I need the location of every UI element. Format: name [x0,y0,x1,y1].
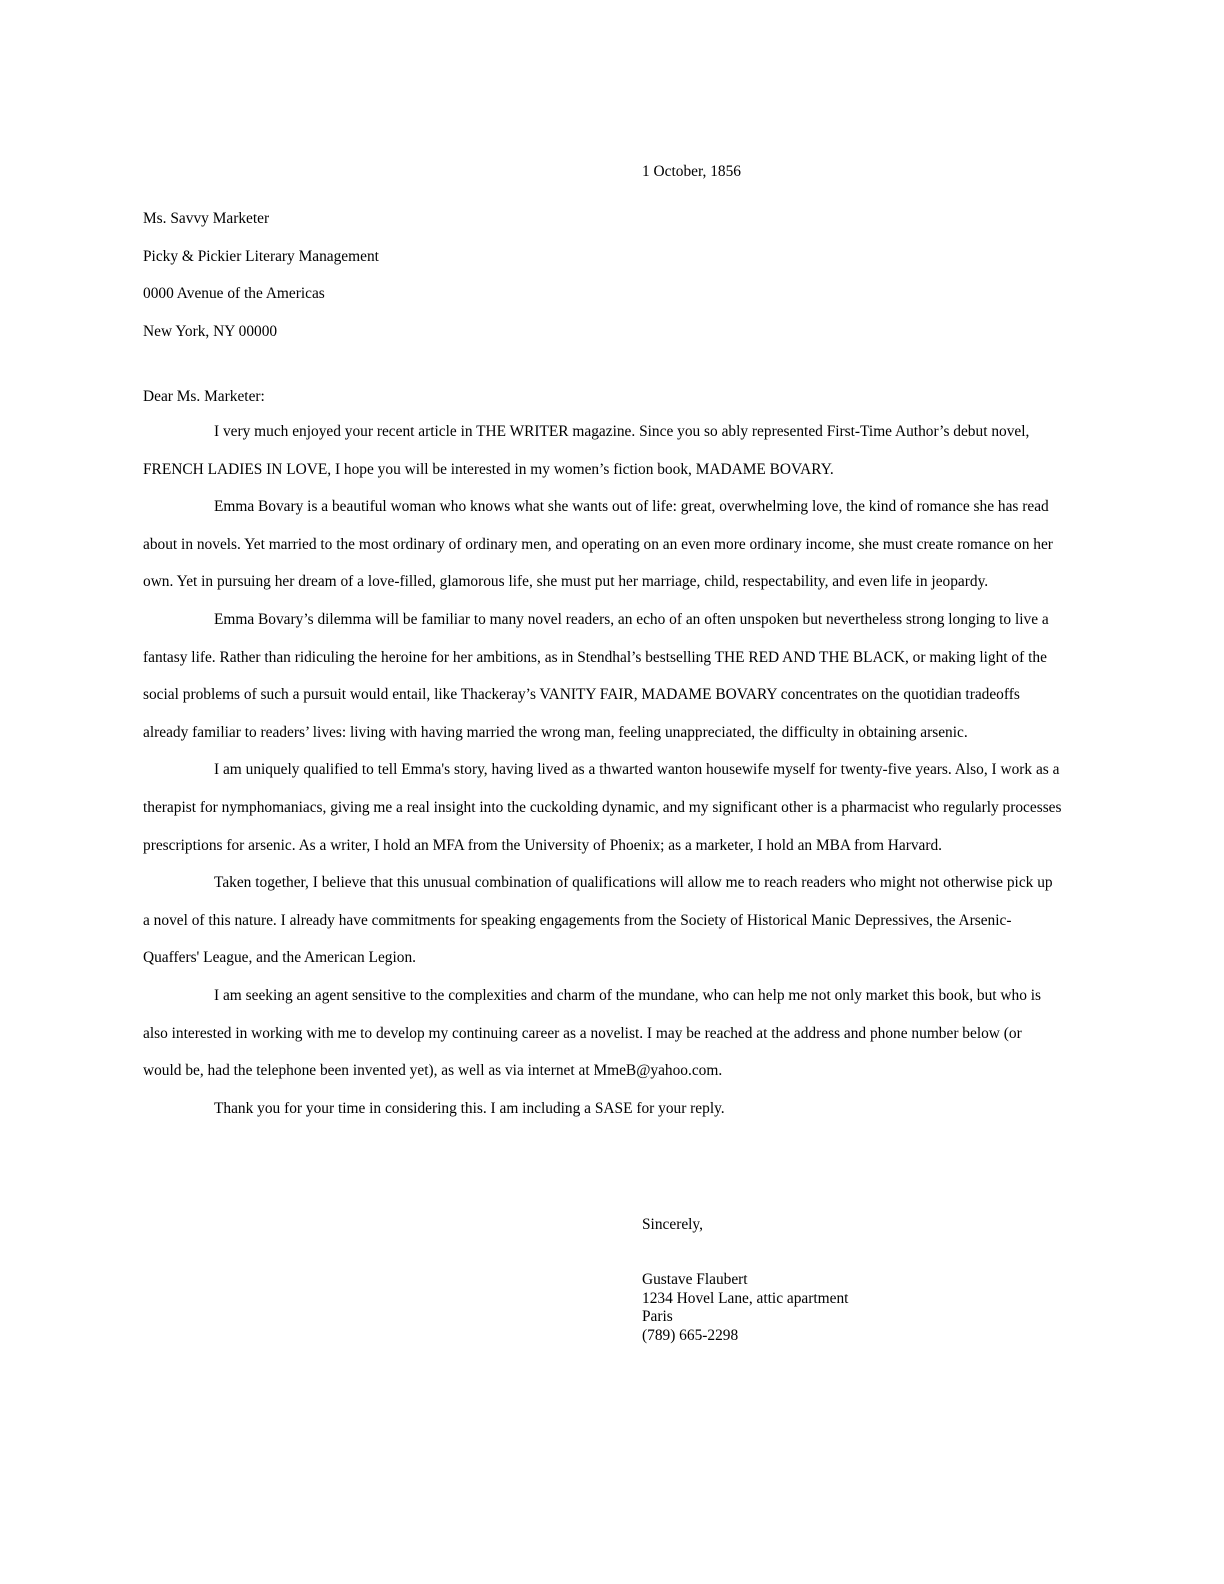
signature-phone: (789) 665-2298 [642,1326,739,1344]
recipient-company: Picky & Pickier Literary Management [143,247,379,265]
body-paragraph: I am seeking an agent sensitive to the complexities and charm of the mundane, who can help me not only market this book, but who is also interested in working with me to develop my continuing career as a novelist. I may be reached at the address and phone number below (or would be, had the telephone been invented yet), as well as via internet at MmeB@yahoo.com. [143,986,1042,1080]
recipient-street: 0000 Avenue of the Americas [143,285,325,303]
closing: Sincerely, [642,1216,703,1233]
signature-city: Paris [642,1308,673,1326]
body-paragraph: I very much enjoyed your recent article in THE WRITER magazine. Since you so ably represented First-Time Author’s debut novel, FRENCH LADIES IN LOVE, I hope you will be interested in my women’s fiction book, MADAME BOVARY. [143,423,1030,478]
signature-name: Gustave Flaubert [642,1271,748,1288]
body-paragraph: Emma Bovary’s dilemma will be familiar to many novel readers, an echo of an often unspoken but nevertheless strong longing to live a fantasy life. Rather than ridiculing the heroine for her ambitions, as in Stendhal’s bestselling THE RED AND THE BLACK, or making light of the social problems of such a pursuit would entail, like Thackeray’s VANITY FAIR, MADAME BOVARY concentrates on the quotidian tradeoffs already familiar to readers’ lives: living with having married the wrong man, feeling unappreciated, the difficulty in obtaining arsenic. [143,610,1049,741]
signature-block [642,1271,848,1345]
body-paragraph: Emma Bovary is a beautiful woman who knows what she wants out of life: great, overwhelming love, the kind of romance she has read about in novels. Yet married to the most ordinary of ordinary men, and operating on an even more ordinary income, she must create romance on her own. Yet in pursuing her dream of a love-filled, glamorous life, she must put her marriage, child, respectability, and even life in jeopardy. [143,498,1053,591]
body-paragraph: Taken together, I believe that this unusual combination of qualifications will allow me to reach readers who might not otherwise pick up a novel of this nature. I already have commitments for speaking engagements from the Society of Historical Manic Depressives, the Arsenic-Quaffers' League, and the American Legion. [143,874,1053,967]
letter-date: 1 October, 1856 [642,163,741,180]
body-paragraph: Thank you for your time in considering this. I am including a SASE for your reply. [214,1099,725,1117]
recipient-address-block [143,200,379,350]
signature-street: 1234 Hovel Lane, attic apartment [642,1289,849,1307]
salutation: Dear Ms. Marketer: [143,388,265,405]
body-paragraph: I am uniquely qualified to tell Emma's story, having lived as a thwarted wanton housewife myself for twenty-five years. Also, I work as a therapist for nymphomaniacs, giving me a real insight into the cuckolding dynamic, and my significant other is a pharmacist who regularly processes prescriptions for arsenic. As a writer, I hold an MFA from the University of Phoenix; as a marketer, I hold an MBA from Harvard. [143,761,1062,854]
letter-body [143,413,1063,1127]
recipient-city: New York, NY 00000 [143,322,278,340]
recipient-name: Ms. Savvy Marketer [143,210,270,227]
